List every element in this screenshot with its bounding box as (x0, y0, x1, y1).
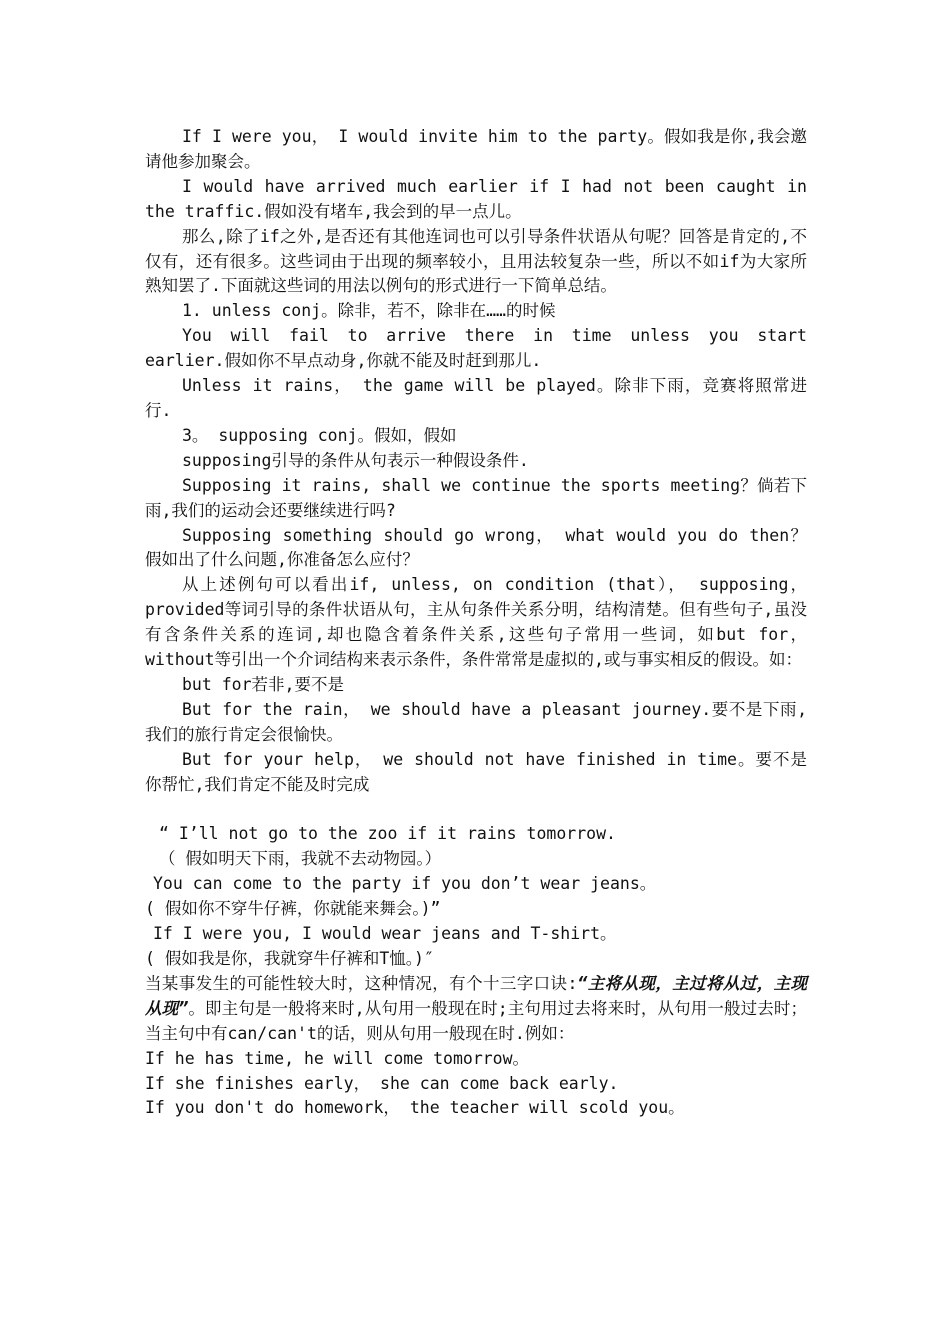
rule-intro: 当某事发生的可能性较大时，这种情况，有个十三字口诀: (145, 973, 578, 993)
quote-line: You can come to the party if you don’t wear jeans。 (153, 874, 657, 894)
rule-mnemonic: “主将从现，主过将从过，主现从现” (145, 973, 807, 1018)
rule-paragraph (145, 972, 807, 1047)
example-sentence: If she finishes early， she can come back early. (145, 1073, 619, 1093)
list-heading-but-for: but for若非,要不是 (182, 674, 344, 694)
quote-line: ( 假如我是你，我就穿牛仔裤和T恤。)″ (145, 949, 434, 968)
list-heading-unless: 1. unless conj。除非，若不，除非在……的时候 (182, 301, 556, 321)
paragraph: 那么,除了if之外,是否还有其他连词也可以引导条件状语从句呢？回答是肯定的,不仅有，还有很多。这些词由于出现的频率较小，且用法较复杂一些，所以不如if为大家所熟知罢了.下面就这些词的用法以例句的形式进行一下简单总结。 (145, 226, 807, 296)
example-sentence: But for the rain， we should have a pleasant journey.要不是下雨,我们的旅行肯定会很愉快。 (145, 699, 807, 744)
paragraph: 从上述例句可以看出if, unless, on condition (that）， supposing，provided等词引导的条件状语从句，主从句条件关系分明，结构清楚。但有些句子,虽没有含条件关系的连词,却也隐含着条件关系,这些句子常用一些词，如but for， without等引出一个介词结构来表示条件，条件常常是虚拟的,或与事实相反的假设。如： (145, 575, 807, 670)
example-sentence: If he has time, he will come tomorrow。 (145, 1048, 530, 1068)
rule-explanation: 。即主句是一般将来时,从句用一般现在时;主句用过去将来时，从句用一般过去时；当主句中有can/can't的话，则从句用一般现在时.例如： (145, 998, 807, 1043)
example-sentence: Supposing it rains, shall we continue the sports meeting？倘若下雨,我们的运动会还要继续进行吗? (145, 475, 807, 520)
example-sentence: But for your help， we should not have finished in time。要不是你帮忙,我们肯定不能及时完成 (145, 749, 807, 794)
quote-line: If I were you, I would wear jeans and T-shirt。 (153, 924, 617, 944)
paragraph: I would have arrived much earlier if I had not been caught in the traffic.假如没有堵车,我会到的早一点儿。 (145, 176, 807, 221)
quote-line: “ I’ll not go to the zoo if it rains tomorrow. (159, 824, 616, 844)
paragraph: If I were you， I would invite him to the party。假如我是你,我会邀请他参加聚会。 (145, 127, 807, 171)
example-sentence: Supposing something should go wrong， what would you do then？假如出了什么问题,你准备怎么应付？ (145, 525, 807, 570)
example-sentence: You will fail to arrive there in time unless you start earlier.假如你不早点动身,你就不能及时赶到那儿. (145, 326, 807, 371)
paragraph: supposing引导的条件从句表示一种假设条件. (182, 450, 529, 470)
example-sentence: Unless it rains， the game will be played。除非下雨，竞赛将照常进行. (145, 376, 807, 420)
document-page (145, 125, 807, 1121)
spacer (145, 797, 807, 822)
list-heading-supposing: 3。 supposing conj。假如，假如 (182, 425, 457, 445)
example-sentence: If you don't do homework， the teacher will scold you。 (145, 1098, 685, 1118)
quote-line: （ 假如明天下雨，我就不去动物园。） (159, 849, 442, 869)
quote-line: ( 假如你不穿牛仔裤，你就能来舞会。)” (145, 899, 441, 919)
